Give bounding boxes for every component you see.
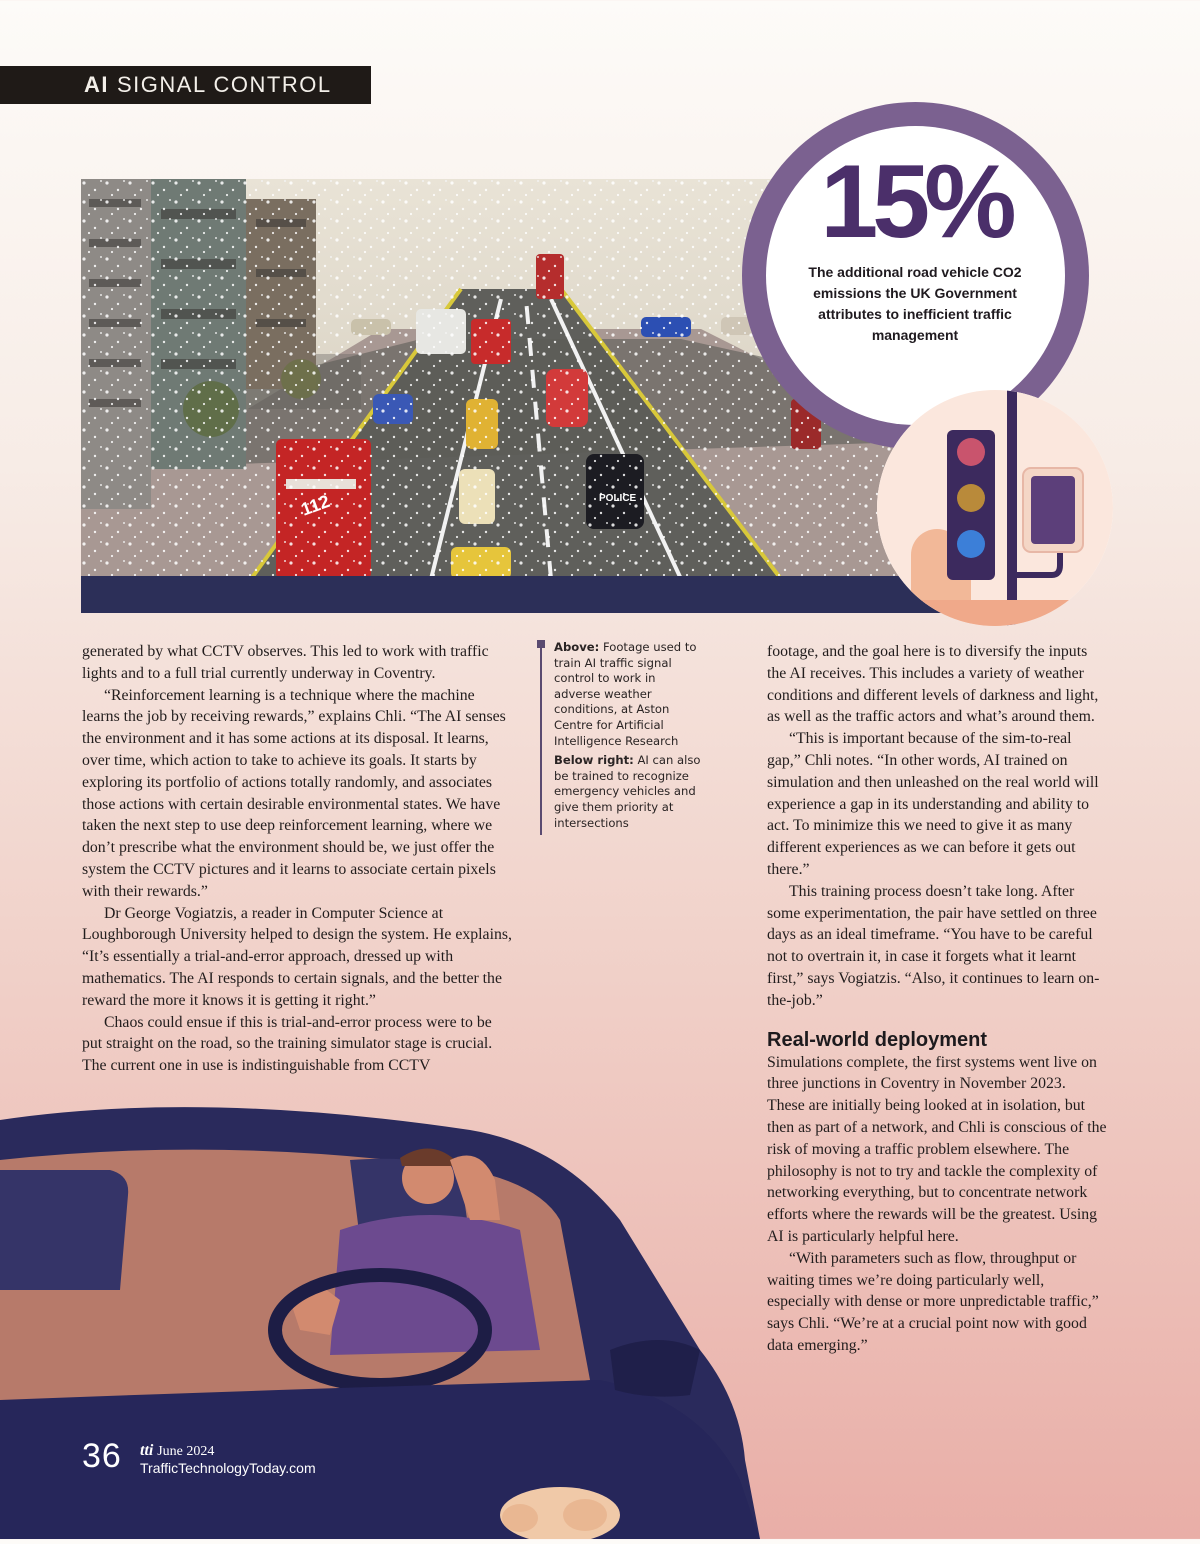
- article-column-3: [767, 641, 1107, 1357]
- caption-below-text: AI can also be trained to recognize emergency vehicles and give them priority at intersections: [554, 753, 701, 830]
- paragraph: footage, and the goal here is to diversify the inputs the AI receives. This includes a variety of weather conditions and different levels of darkness and light, as well as the traffic actors and what’s around them.: [767, 643, 1099, 726]
- paragraph: Chaos could ensue if this is trial-and-error process were to be put straight on the road, so the training simulator stage is crucial. The current one in use is indistinguishable from CCTV: [82, 1013, 493, 1075]
- stat-number: 15%: [820, 144, 1011, 260]
- article-column-1: [82, 641, 513, 1077]
- section-tag-title: SIGNAL CONTROL: [117, 72, 332, 97]
- paragraph: This training process doesn’t take long. After some experimentation, the pair have settled on three days as an ideal timeframe. “You have to be careful not to overtrain it, in case it forgets what it learnt first,” says Vogiatzis. “Also, it continues to learn on-the-job.”: [767, 882, 1100, 1009]
- footer: [140, 1442, 316, 1476]
- stat-description: The additional road vehicle CO2 emissions the UK Government attributes to inefficient traffic management: [808, 264, 1022, 343]
- page-number: 36: [82, 1437, 122, 1475]
- image-caption: [540, 640, 705, 835]
- paragraph: generated by what CCTV observes. This led to work with traffic lights and to a full trial currently underway in Coventry.: [82, 643, 489, 682]
- section-subheading: Real-world deployment: [767, 1028, 988, 1051]
- caption-below-label: Below right:: [554, 753, 634, 768]
- paragraph: “This is important because of the sim-to-real gap,” Chli notes. “In other words, AI trained on simulation and then unleashed on the real world will experience a gap in its understanding and ability to act. To minimize this we need to give it as many different experiences as we can before it gets out there.”: [767, 730, 1099, 878]
- paragraph: “Reinforcement learning is a technique where the machine learns the job by receiving rewards,” explains Chli. “The AI senses the environment and it has some actions at its disposal. It learns, over time, which action to take to achieve its goals. It starts by exploring its portfolio of actions totally randomly, and associates those actions with certain desirable environmental states. We have taken the next step to use deep reinforcement learning, where we don’t prescribe what the environment should be, we just offer the system the CCTV pictures and it learns to associate certain pixels with their rewards.”: [82, 686, 506, 900]
- paragraph: Simulations complete, the first systems went live on three junctions in Coventry in November 2023. These are initially being looked at in isolation, but then as part of a network, and Chli is conscious of the risk of moving a traffic problem elsewhere. The philosophy is not to try and tackle the complexity of networking everything, but to concentrate network efforts where the rewards will be the greatest. Using AI is particularly helpful here.: [767, 1053, 1107, 1245]
- caption-marker: [537, 640, 545, 648]
- section-tag-ai: AI: [84, 72, 109, 97]
- footer-website: TrafficTechnologyToday.com: [140, 1460, 316, 1476]
- footer-brand: tti: [140, 1442, 154, 1459]
- section-tag: [0, 66, 371, 104]
- footer-date: June 2024: [157, 1444, 215, 1459]
- caption-above-label: Above:: [554, 640, 600, 654]
- paragraph: “With parameters such as flow, throughput or waiting times we’re doing particularly well, especially with dense or more unpredictable traffic,” says Chli. “We’re at a crucial point now with good data emerging.”: [767, 1249, 1099, 1354]
- caption-above-text: Footage used to train AI traffic signal control to work in adverse weather conditions, at Aston Centre for Artificial Intelligence Research: [554, 640, 697, 748]
- paragraph: Dr George Vogiatzis, a reader in Computer Science at Loughborough University helped to design the system. He explains, “It’s essentially a trial-and-error approach, dressed up with mathematics. The AI responds to certain signals, and the better the reward the more it knows it is getting it right.”: [82, 904, 512, 1009]
- traffic-signal-illustration: [877, 390, 1113, 626]
